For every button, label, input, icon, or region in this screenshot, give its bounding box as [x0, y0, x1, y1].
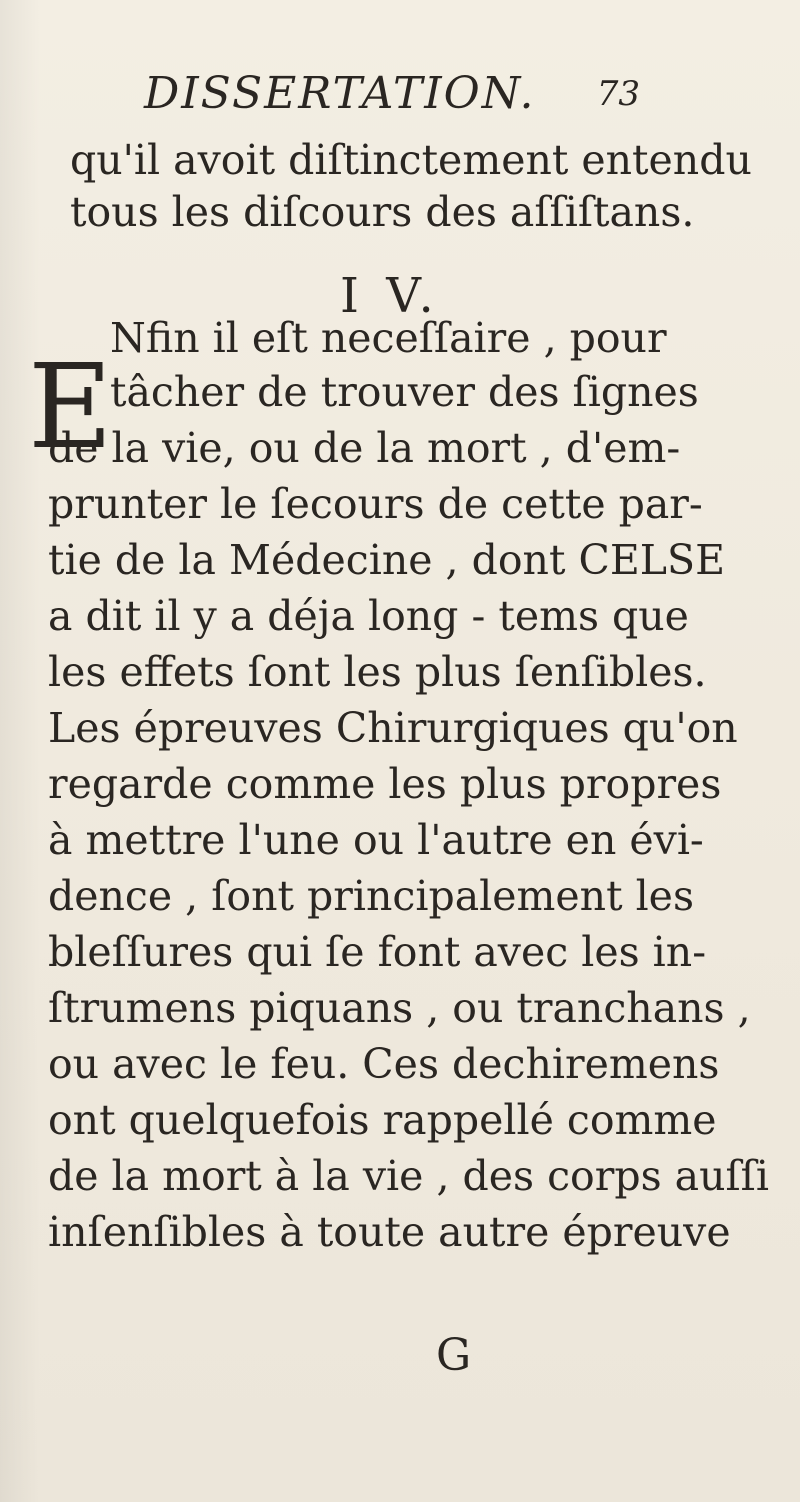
- paragraph-line-9: regarde comme les plus propres: [48, 760, 722, 808]
- paragraph-line-8: Les épreuves Chirurgiques qu'on: [48, 704, 738, 752]
- paragraph-line-10: à mettre l'une ou l'autre en évi-: [48, 816, 704, 864]
- intro-line-2: tous les diſcours des aſſiſtans.: [70, 188, 695, 236]
- paragraph-line-6: a dit il y a déja long - tems que: [48, 592, 689, 640]
- paragraph-line-11: dence , ſont principalement les: [48, 872, 694, 920]
- paragraph-line-13: ſtrumens piquans , ou tranchans ,: [48, 984, 751, 1032]
- paragraph-line-2: tâcher de trouver des ſignes: [110, 368, 699, 416]
- running-head: [130, 68, 640, 128]
- paragraph-line-15: ont quelquefois rappellé comme: [48, 1096, 717, 1144]
- drop-cap: E: [28, 340, 113, 475]
- paragraph-line-3: de la vie, ou de la mort , d'em-: [48, 424, 681, 472]
- section-heading: I V.: [340, 268, 440, 324]
- paragraph-line-4: prunter le ſecours de cette par-: [48, 480, 703, 528]
- paragraph-line-7: les effets ſont les plus ſenſibles.: [48, 648, 707, 696]
- paragraph-line-1: Nfin il eſt neceſſaire , pour: [110, 314, 667, 362]
- catchword: G: [436, 1330, 472, 1381]
- paragraph-line-5: tie de la Médecine , dont CELSE: [48, 536, 726, 584]
- paragraph-line-12: bleſſures qui ſe font avec les in-: [48, 928, 707, 976]
- running-title: DISSERTATION.: [144, 68, 536, 119]
- paragraph-line-16: de la mort à la vie , des corps auſſi: [48, 1152, 769, 1200]
- page-number: 73: [596, 74, 640, 114]
- paragraph-line-17: inſenſibles à toute autre épreuve: [48, 1208, 731, 1256]
- paragraph-line-14: ou avec le feu. Ces dechiremens: [48, 1040, 720, 1088]
- intro-line-1: qu'il avoit diſtinctement entendu: [70, 136, 752, 184]
